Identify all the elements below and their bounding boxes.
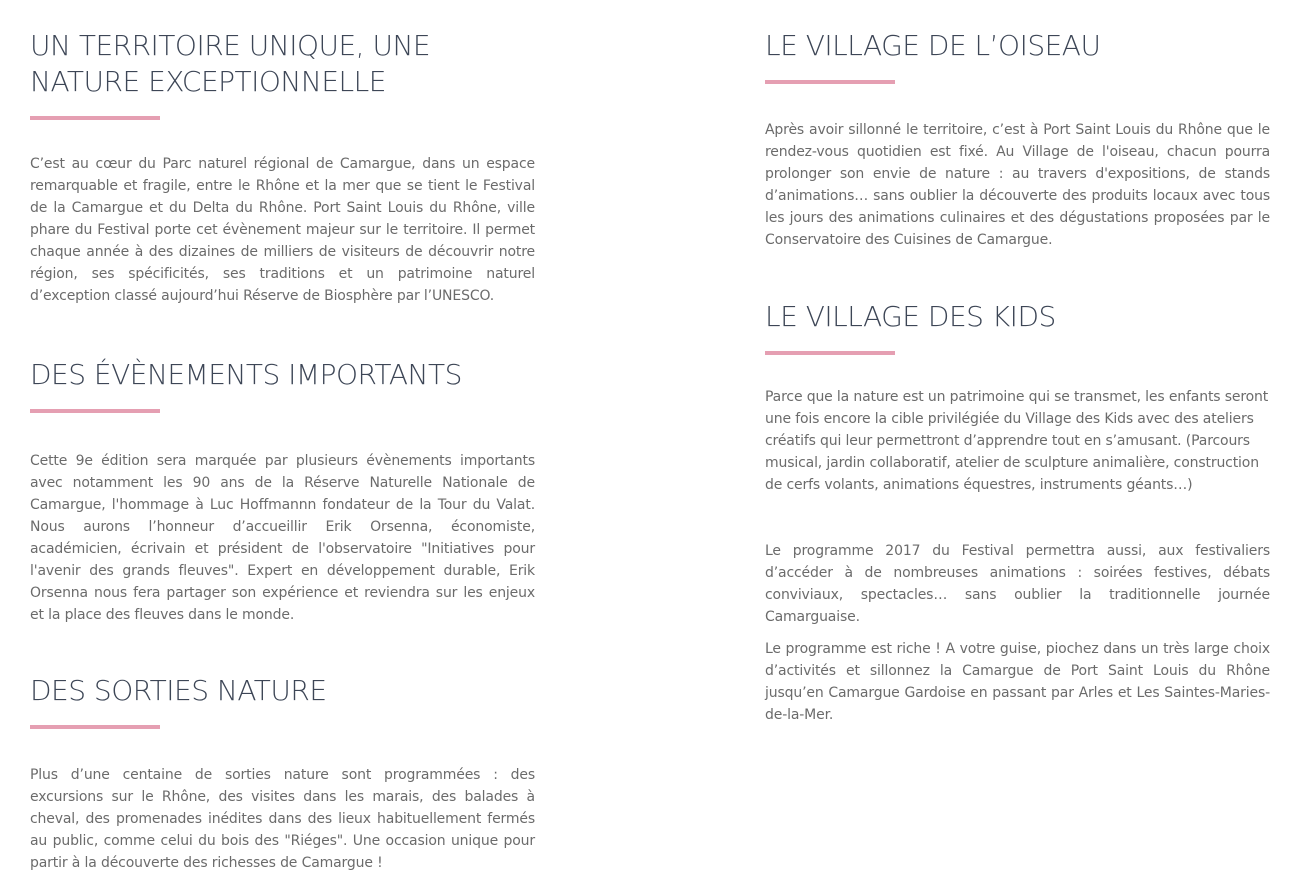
paragraph-evenements: Cette 9e édition sera marquée par plusieurs évènements importants avec notamment les 90 ans de la Réserve Naturelle Nationale de Camargue, l'hommage à Luc Hoffmannn fondateur de la Tour du Valat. Nous aurons l’honneur d’accueillir Erik Orsenna, économiste, académicien, écrivain et président de l'observatoire "Initiatives pour l'avenir des grands fleuves". Expert en développement durable, Erik Orsenna nous fera partager son expérience et reviendra sur les enjeux et la place des fleuves dans le monde. [30,453,535,623]
heading-underline [30,409,160,413]
section-territoire [30,28,535,307]
heading-underline [765,351,895,355]
paragraph-sorties-nature: Plus d’une centaine de sorties nature sont programmées : des excursions sur le Rhône, des visites dans les marais, des balades à cheval, des promenades inédites dans des lieux habituellement fermés au public, comme celui du bois des "Riéges". Une occasion unique pour partir à la découverte des richesses de Camargue ! [30,767,535,871]
section-village-oiseau [765,28,1270,251]
section-sorties-nature [30,673,535,874]
section-evenements [30,357,535,626]
heading-underline [30,725,160,729]
paragraph-programme-2017: Le programme 2017 du Festival permettra aussi, aux festivaliers d’accéder à de nombreuses animations : soirées festives, débats conviviaux, spectacles… sans oublier la traditionnelle journée Camarguaise. [765,543,1270,625]
section-village-kids [765,299,1270,726]
heading-underline [30,116,160,120]
paragraph-territoire: C’est au cœur du Parc naturel régional de Camargue, dans un espace remarquable et fragile, entre le Rhône et la mer que se tient le Festival de la Camargue et du Delta du Rhône. Port Saint Louis du Rhône, ville phare du Festival porte cet évènement majeur sur le territoire. Il permet chaque année à des dizaines de milliers de visiteurs de découvrir notre région, ses spécificités, ses traditions et un patrimoine naturel d’exception classé aujourd’hui Réserve de Biosphère par l’UNESCO. [30,156,535,304]
heading-village-kids: LE VILLAGE DES KIDS [765,300,1056,333]
heading-village-oiseau: LE VILLAGE DE L’OISEAU [765,29,1101,62]
paragraph-programme-riche: Le programme est riche ! A votre guise, piochez dans un très large choix d’activités et sillonnez la Camargue de Port Saint Louis du Rhône jusqu’en Camargue Gardoise en passant par Arles et Les Saintes-Maries-de-la-Mer. [765,641,1270,723]
heading-sorties-nature: DES SORTIES NATURE [30,674,327,707]
heading-territoire: UN TERRITOIRE UNIQUE, UNE NATURE EXCEPTIONNELLE [30,29,431,98]
heading-underline [765,80,895,84]
paragraph-village-oiseau: Après avoir sillonné le territoire, c’est à Port Saint Louis du Rhône que le rendez-vous quotidien est fixé. Au Village de l'oiseau, chacun pourra prolonger son envie de nature : au travers d'expositions, de stands d’animations… sans oublier la découverte des produits locaux avec tous les jours des animations culinaires et des dégustations proposées par le Conservatoire des Cuisines de Camargue. [765,122,1270,248]
heading-evenements: DES ÉVÈNEMENTS IMPORTANTS [30,358,462,391]
paragraph-village-kids: Parce que la nature est un patrimoine qui se transmet, les enfants seront une fois encore la cible privilégiée du Village des Kids avec des ateliers créatifs qui leur permettront d’apprendre tout en s’amusant. (Parcours musical, jardin collaboratif, atelier de sculpture animalière, construction de cerfs volants, animations équestres, instruments géants…) [765,389,1269,493]
